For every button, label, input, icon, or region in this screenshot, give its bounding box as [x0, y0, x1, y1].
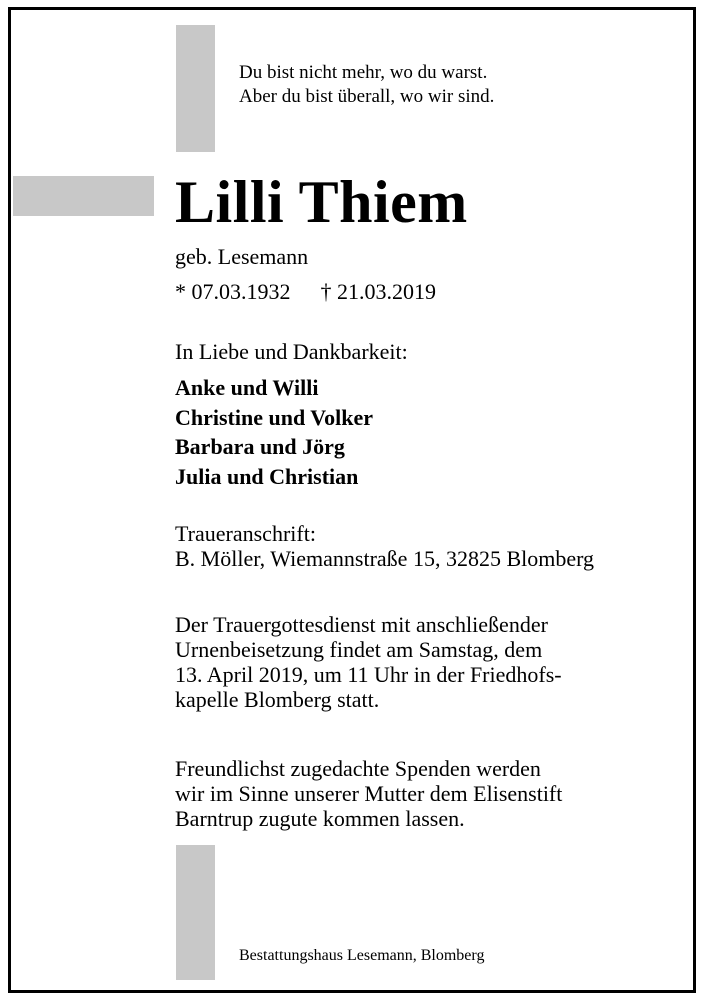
- quote-line-2: Aber du bist überall, wo wir sind.: [239, 86, 495, 107]
- service-line: 13. April 2019, um 11 Uhr in der Friedhofs-: [175, 662, 562, 687]
- address-value: B. Möller, Wiemannstraße 15, 32825 Blomberg: [175, 546, 595, 571]
- obituary-frame: [8, 7, 696, 993]
- service-line: Der Trauergottesdienst mit anschließender: [175, 612, 548, 637]
- deceased-name: Lilli Thiem: [175, 169, 468, 235]
- mourner-name: Barbara und Jörg: [175, 434, 345, 459]
- mourner-name: Julia und Christian: [175, 463, 359, 489]
- service-line: Urnenbeisetzung findet am Samstag, dem: [175, 637, 543, 662]
- address-label: Traueranschrift:: [175, 521, 316, 546]
- cross-top-bar: [176, 25, 215, 152]
- quote-line-1: Du bist nicht mehr, wo du warst.: [239, 62, 488, 83]
- mourning-address: [175, 521, 594, 571]
- death-date: † 21.03.2019: [320, 279, 436, 304]
- mourners-list: [175, 373, 373, 491]
- life-dates: [175, 279, 436, 304]
- mourner-name: Christine und Volker: [175, 404, 374, 430]
- service-line: kapelle Blomberg statt.: [175, 687, 380, 712]
- funeral-home: Bestattungshaus Lesemann, Blomberg: [239, 947, 485, 964]
- donation-line: Freundlichst zugedachte Spenden werden: [175, 756, 541, 781]
- quote: [239, 61, 494, 109]
- born-name: geb. Lesemann: [175, 244, 309, 269]
- cross-bottom-bar: [176, 845, 215, 980]
- mourner-name: Anke und Willi: [175, 375, 319, 400]
- service-info: [175, 612, 562, 712]
- birth-date: * 07.03.1932: [175, 279, 291, 304]
- donation-line: Barntrup zugute kommen lassen.: [175, 806, 465, 831]
- donation-line: wir im Sinne unserer Mutter dem Elisenstift: [175, 781, 563, 806]
- donation-info: [175, 756, 562, 831]
- mourners-intro: In Liebe und Dankbarkeit:: [175, 339, 408, 364]
- cross-left-bar: [13, 176, 154, 216]
